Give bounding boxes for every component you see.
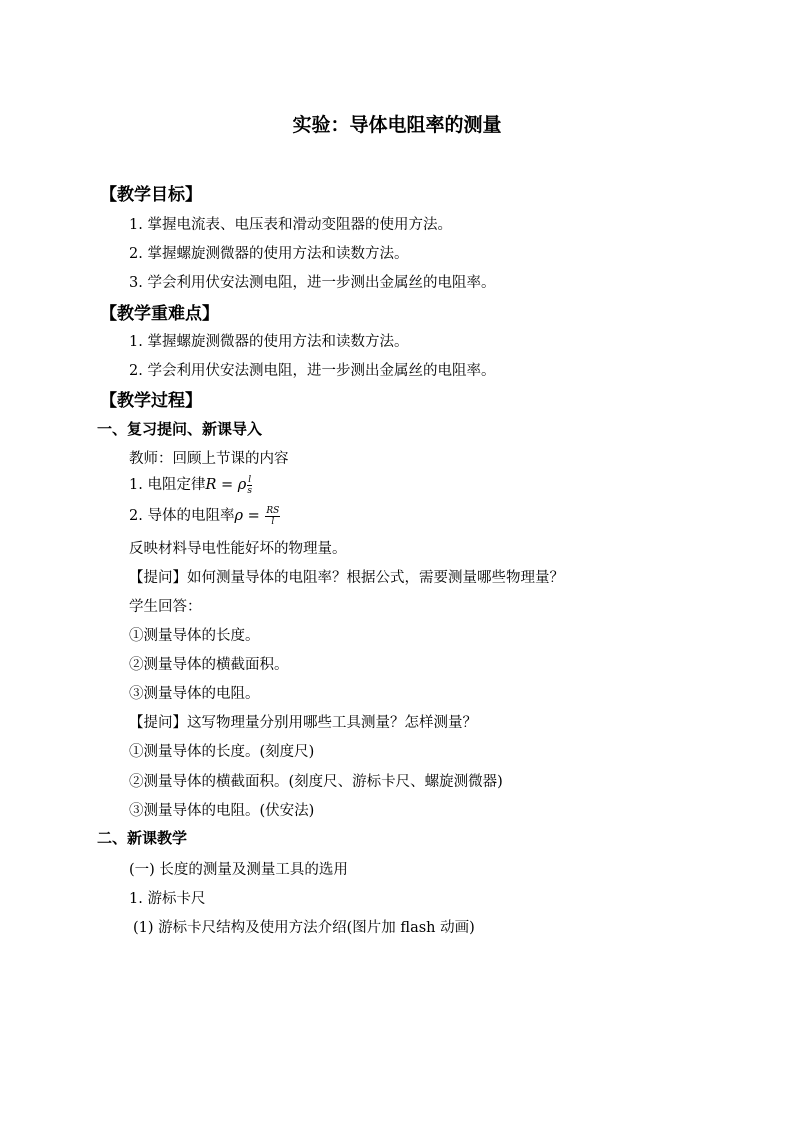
formula2-num: RS [266,505,280,516]
goals-heading: 【教学目标】 [100,185,202,205]
formula2-den: l [271,516,275,527]
process-heading: 【教学过程】 [100,391,202,411]
formula1-den: s [247,485,253,496]
goal-item-2: 2. 掌握螺旋测微器的使用方法和读数方法。 [129,246,409,262]
formula-resistance-law [129,473,252,496]
formula1-fraction [247,475,252,496]
answer-item-1: ①测量导体的长度。 [129,628,260,644]
formula1-rho: ρ [237,477,247,493]
formula2-lhs: ρ [234,508,243,524]
formula2-eq: = [242,508,265,524]
formula2-fraction [265,506,280,527]
section2-title: 二、新课教学 [97,829,188,847]
keypoint-item-2: 2. 学会利用伏安法测电阻，进一步测出金属丝的电阻率。 [129,363,496,379]
keypoint-item-1: 1. 掌握螺旋测微器的使用方法和读数方法。 [129,334,409,350]
formula1-prefix: 1. 电阻定律 [129,477,206,493]
formula2-prefix: 2. 导体的电阻率 [129,508,235,524]
formula-resistivity [129,504,280,527]
tool-item-1: ①测量导体的长度。(刻度尺) [129,744,315,760]
answer-item-2: ②测量导体的横截面积。 [129,657,289,673]
question-1: 【提问】如何测量导体的电阻率？根据公式，需要测量哪些物理量？ [129,570,564,586]
list-item-vernier-intro: (1) 游标卡尺结构及使用方法介绍(图片加 flash 动画) [133,920,475,936]
goal-item-3: 3. 学会利用伏安法测电阻，进一步测出金属丝的电阻率。 [129,275,496,291]
tool-item-2: ②测量导体的横截面积。(刻度尺、游标卡尺、螺旋测微器) [129,774,503,790]
answer-item-3: ③测量导体的电阻。 [129,686,260,702]
subsection-1: (一) 长度的测量及测量工具的选用 [129,862,348,878]
section1-title: 一、复习提问、新课导入 [97,420,263,438]
answer-label: 学生回答： [129,599,202,615]
goal-item-1: 1. 掌握电流表、电压表和滑动变阻器的使用方法。 [129,217,452,233]
formula1-eq: = [216,477,238,493]
tool-item-3: ③测量导体的电阻。(伏安法) [129,803,315,819]
keypoints-heading: 【教学重难点】 [100,304,219,324]
teacher-line: 教师：回顾上节课的内容 [129,451,289,467]
formula1-lhs: R [205,477,217,493]
formula1-num: l [248,474,252,485]
page-title: 实验：导体电阻率的测量 [292,114,502,136]
list-item-vernier: 1. 游标卡尺 [129,891,206,907]
question-2: 【提问】这写物理量分别用哪些工具测量？怎样测量？ [129,715,477,731]
reflect-line: 反映材料导电性能好坏的物理量。 [129,541,347,557]
